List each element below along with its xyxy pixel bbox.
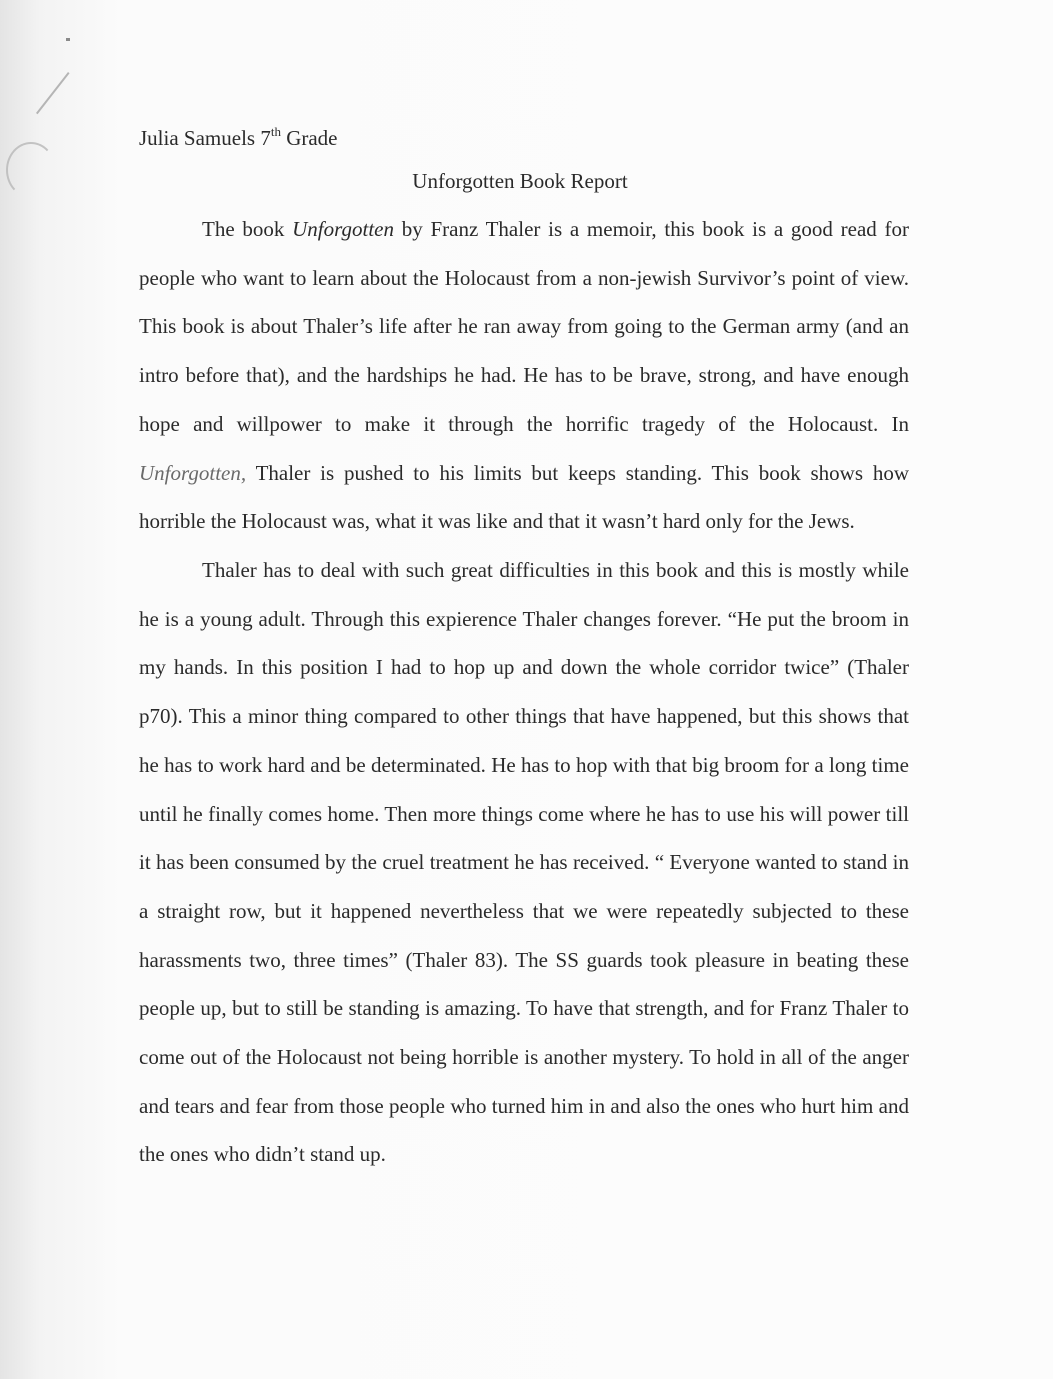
p1-text-a: by Franz Thaler is a memoir, this book is a good read for people who want to learn about the Holocaust from a non-jewish Survivor’s point of view. This book is about Thaler’s life after he ran away from going to the German army (and an intro before that), and the hardships he had. He has to be brave, strong, and have enough hope and willpower to make it through the horrific tragedy of the Holocaust. In bbox=[139, 217, 910, 436]
scan-dot bbox=[66, 38, 70, 41]
grade-superscript: th bbox=[270, 124, 281, 139]
paragraph-1 bbox=[139, 205, 909, 546]
pencil-slash-mark bbox=[36, 72, 70, 114]
author-name: Julia Samuels 7 bbox=[139, 126, 271, 150]
book-title-italic-2: Unforgotten, bbox=[139, 460, 247, 485]
student-header bbox=[139, 118, 338, 152]
p1-lead: The book bbox=[202, 217, 293, 241]
book-title-italic: Unforgotten bbox=[292, 217, 394, 241]
report-title: Unforgotten Book Report bbox=[412, 169, 628, 193]
p1-text-b: Thaler is pushed to his limits but keeps standing. This book shows how horrible the Holocaust was, what it was like and that it wasn’t hard only for the Jews. bbox=[139, 460, 909, 534]
paragraph-2: Thaler has to deal with such great difficulties in this book and this is mostly while he is a young adult. Through this expierence Thaler changes forever. “He put the broom in my hands. In this position I had to hop up and down the whole corridor twice” (Thaler p70). This a minor thing compared to other things that have happened, but this shows that he has to work hard and be determinated. He has to hop with that big broom for a long time until he finally comes home. Then more things come where he has to use his will power till it has been consumed by the cruel treatment he has received. “ Everyone wanted to stand in a straight row, but it happened nevertheless that we were repeatedly subjected to these harassments two, three times” (Thaler 83). The SS guards took pleasure in beating these people up, but to still be standing is amazing. To have that strength, and for Franz Thaler to come out of the Holocaust not being horrible is another mystery. To hold in all of the anger and tears and fear from those people who turned him in and also the ones who hurt him and the ones who didn’t stand up. bbox=[139, 558, 909, 1167]
grade-word: Grade bbox=[286, 126, 338, 150]
